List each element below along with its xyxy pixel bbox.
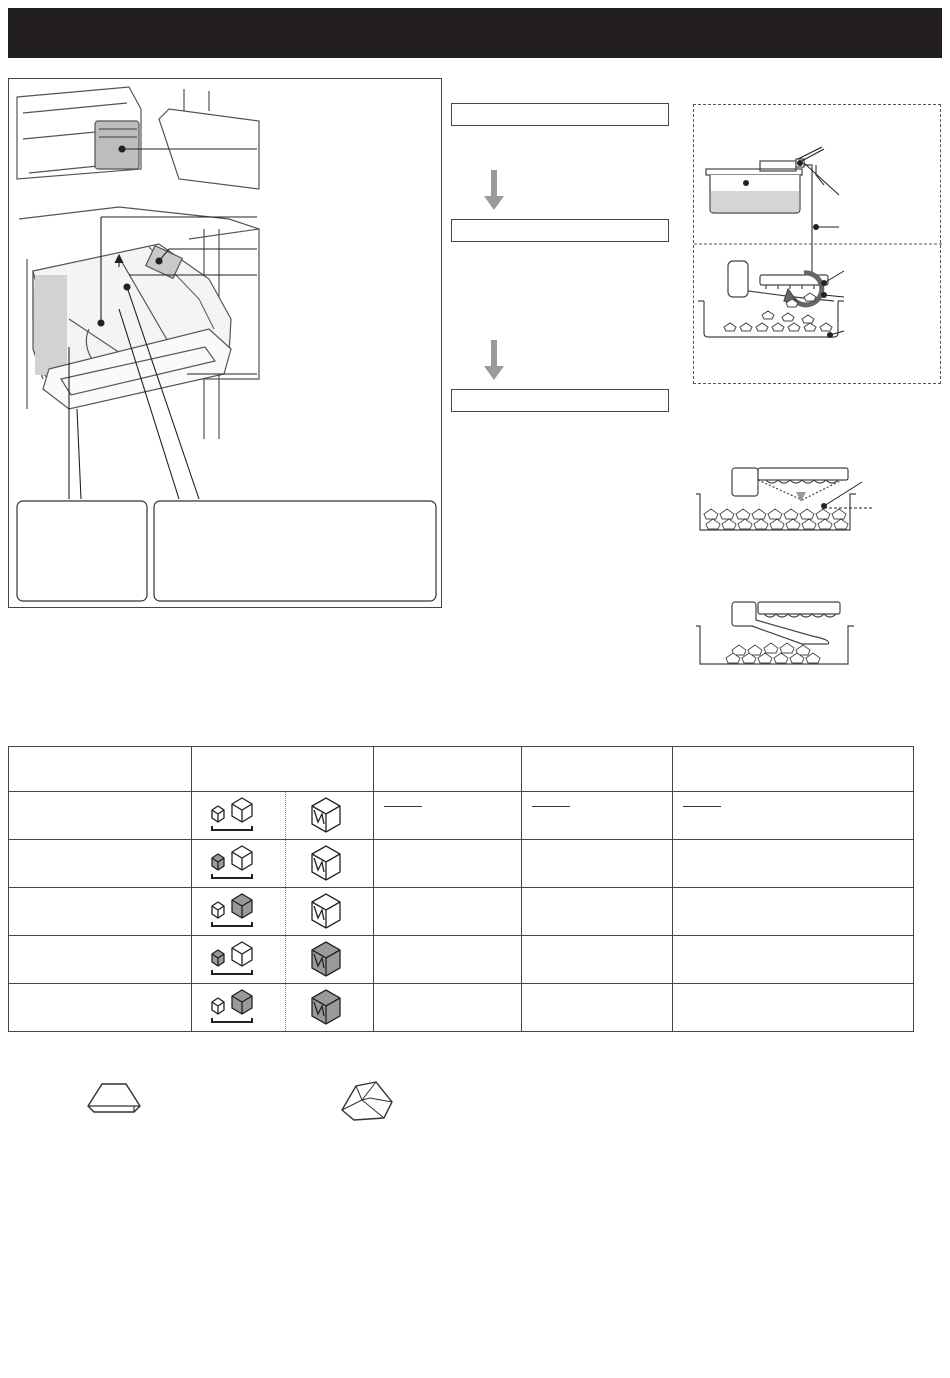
underline-blank bbox=[683, 806, 721, 807]
crushed-ice-cube-icon bbox=[308, 796, 348, 834]
cell-col4 bbox=[522, 984, 673, 1032]
row-label bbox=[9, 792, 192, 840]
underline-blank bbox=[532, 806, 570, 807]
ice-maker-mechanism-panel bbox=[693, 104, 941, 384]
ice-settings-table bbox=[8, 746, 914, 1032]
cell-col5 bbox=[673, 840, 914, 888]
flow-step-3 bbox=[451, 389, 669, 412]
table-header-cell bbox=[191, 747, 373, 792]
table-header-row bbox=[9, 747, 914, 792]
row-label bbox=[9, 888, 192, 936]
crushed-ice-cube-icon bbox=[308, 940, 348, 978]
cell-col3 bbox=[373, 840, 522, 888]
cube-size-icon bbox=[208, 940, 268, 978]
cube-size-icon bbox=[208, 844, 268, 882]
ice-bin-figure bbox=[8, 78, 442, 608]
cube-size-cell bbox=[191, 792, 285, 840]
crushed-ice-icon bbox=[340, 1080, 394, 1122]
table-row bbox=[9, 936, 914, 984]
cell-col5 bbox=[673, 792, 914, 840]
cube-size-cell bbox=[191, 936, 285, 984]
cell-col3 bbox=[373, 888, 522, 936]
freezer-drawer-illustration bbox=[9, 79, 443, 609]
crushed-cell bbox=[285, 840, 373, 888]
ice-bin-arm-illustration bbox=[692, 598, 858, 670]
cell-col3 bbox=[373, 984, 522, 1032]
table-header-cell bbox=[522, 747, 673, 792]
cube-size-icon bbox=[208, 892, 268, 930]
page-header-bar bbox=[8, 8, 942, 58]
crushed-ice-cube-icon bbox=[308, 988, 348, 1026]
crushed-cell bbox=[285, 792, 373, 840]
cell-col4 bbox=[522, 840, 673, 888]
cube-size-cell bbox=[191, 888, 285, 936]
crushed-ice-cube-icon bbox=[308, 844, 348, 882]
flow-step-2 bbox=[451, 219, 669, 242]
callout-box-right bbox=[154, 501, 436, 601]
ice-maker-mechanism-illustration bbox=[694, 105, 942, 385]
cube-size-cell bbox=[191, 984, 285, 1032]
table-header-cell bbox=[9, 747, 192, 792]
table-row bbox=[9, 984, 914, 1032]
cell-col5 bbox=[673, 936, 914, 984]
crushed-ice-cube-icon bbox=[308, 892, 348, 930]
cube-size-icon bbox=[208, 988, 268, 1026]
flow-arrow-down-icon bbox=[482, 170, 506, 212]
cell-col4 bbox=[522, 888, 673, 936]
cell-col3 bbox=[373, 936, 522, 984]
cell-col5 bbox=[673, 984, 914, 1032]
table-header-cell bbox=[673, 747, 914, 792]
ice-bin-full-illustration bbox=[692, 464, 878, 538]
row-label bbox=[9, 840, 192, 888]
cube-ice-icon bbox=[86, 1080, 142, 1116]
table-row bbox=[9, 888, 914, 936]
underline-blank bbox=[384, 806, 422, 807]
cell-col4 bbox=[522, 936, 673, 984]
cell-col3 bbox=[373, 792, 522, 840]
flow-arrow-down-icon bbox=[482, 340, 506, 382]
cube-size-cell bbox=[191, 840, 285, 888]
row-label bbox=[9, 936, 192, 984]
row-label bbox=[9, 984, 192, 1032]
table-header-cell bbox=[373, 747, 522, 792]
crushed-cell bbox=[285, 936, 373, 984]
table-row bbox=[9, 840, 914, 888]
flow-step-1 bbox=[451, 103, 669, 126]
cell-col4 bbox=[522, 792, 673, 840]
callout-box-left bbox=[17, 501, 147, 601]
cell-col5 bbox=[673, 888, 914, 936]
crushed-cell bbox=[285, 888, 373, 936]
cube-size-icon bbox=[208, 796, 268, 834]
crushed-cell bbox=[285, 984, 373, 1032]
table-row bbox=[9, 792, 914, 840]
